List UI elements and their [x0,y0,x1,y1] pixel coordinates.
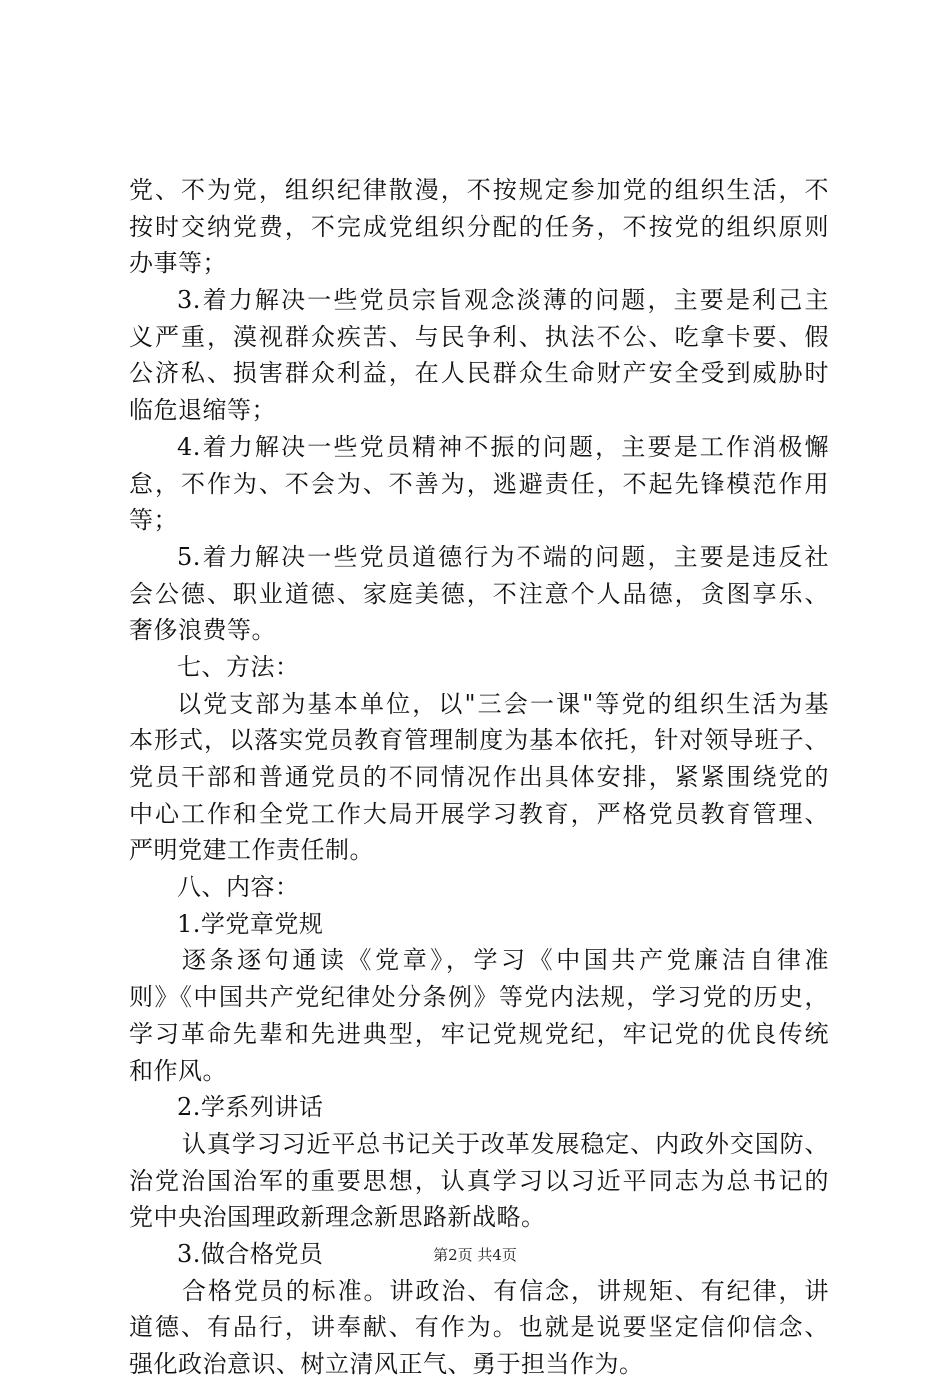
text-line: 七、方法： [177,652,300,681]
text-line: 认真学习习近平总书记关于改革发展稳定、内政外交国防、 [182,1129,829,1158]
text-line: 和作风。 [129,1056,227,1085]
text-line: 八、内容： [177,873,300,902]
text-line: 党、不为党，组织纪律散漫，不按规定参加党的组织生活，不 [129,176,829,204]
text-line: 强化政治意识、树立清风正气、勇于担当作为。 [129,1350,644,1378]
text-line: 义严重，漠视群众疾苦、与民争利、执法不公、吃拿卡要、假 [129,322,829,351]
text-line: 严明党建工作责任制。 [129,836,374,865]
text-line: 以党支部为基本单位，以"三会一课"等党的组织生活为基 [177,689,829,718]
document-body [129,172,829,1383]
text-line: 5.着力解决一些党员道德行为不端的问题，主要是违反社 [177,542,829,571]
text-line: 治党治国治军的重要思想，认真学习以习近平同志为总书记的 [129,1166,829,1195]
text-line: 本形式，以落实党员教育管理制度为基本依托，针对领导班子、 [129,726,829,755]
text-line: 会公德、职业道德、家庭美德，不注意个人品德，贪图享乐、 [129,579,829,608]
text-line: 中心工作和全党工作大局开展学习教育，严格党员教育管理、 [129,799,829,828]
text-line: 奢侈浪费等。 [129,616,276,645]
text-line: 按时交纳党费，不完成党组织分配的任务，不按党的组织原则 [129,212,829,241]
text-line: 怠，不作为、不会为、不善为，逃避责任，不起先锋模范作用 [129,469,829,498]
text-line: 则》《中国共产党纪律处分条例》等党内法规，学习党的历史， [129,983,829,1012]
text-line: 3.做合格党员 [177,1239,324,1268]
text-line: 4.着力解决一些党员精神不振的问题，主要是工作消极懈 [177,432,829,461]
text-line: 道德、有品行，讲奉献、有作为。也就是说要坚定信仰信念、 [129,1313,829,1342]
text-line: 党中央治国理政新理念新思路新战略。 [129,1203,546,1232]
text-line: 合格党员的标准。讲政治、有信念，讲规矩、有纪律，讲 [182,1276,829,1305]
text-line: 等； [129,506,178,535]
text-line: 临危退缩等； [129,396,276,425]
text-line: 办事等； [129,249,227,278]
text-line: 党员干部和普通党员的不同情况作出具体安排，紧紧围绕党的 [129,763,829,791]
text-line: 学习革命先辈和先进典型，牢记党规党纪，牢记党的优良传统 [129,1019,829,1048]
text-line: 2.学系列讲话 [177,1093,324,1122]
text-line: 3.着力解决一些党员宗旨观念淡薄的问题，主要是利己主 [177,286,829,315]
text-line: 1.学党章党规 [177,909,324,938]
text-line: 公济私、损害群众利益，在人民群众生命财产安全受到威胁时 [129,359,829,388]
page-footer: 第2页 共4页 [433,1246,517,1264]
text-line: 逐条逐句通读《党章》，学习《中国共产党廉洁自律准 [182,946,829,975]
